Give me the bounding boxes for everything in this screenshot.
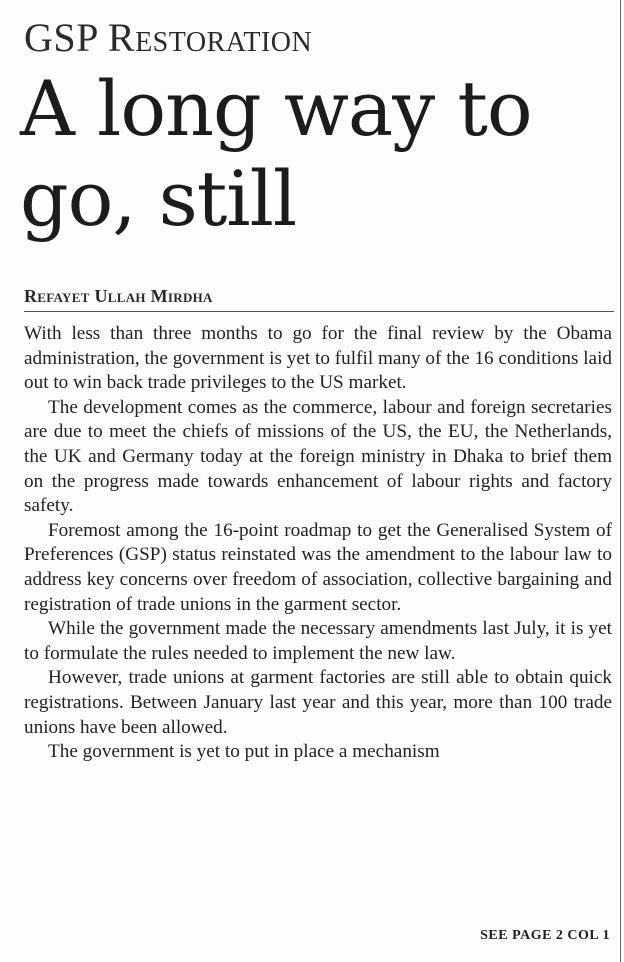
article-body: [24, 322, 612, 765]
paragraph: The development comes as the commerce, labour and foreign secretaries are due to meet the chiefs of missions of the US, the EU, the Netherlands, the UK and Germany today at the foreign ministry in Dhaka to brief them on the progress made towards enhancement of labour rights and factory safety.: [24, 396, 612, 517]
byline-rule: [24, 311, 614, 312]
paragraph: The government is yet to put in place a mechanism: [48, 741, 440, 763]
column-rule: [620, 0, 621, 962]
kicker: GSP Restoration: [24, 15, 313, 60]
headline: A long way to go, still: [20, 64, 532, 243]
paragraph: Foremost among the 16-point roadmap to get the Generalised System of Preferences (GSP) status reinstated was the amendment to the labour law to address key concerns over freedom of association, collective bargaining and registration of trade unions in the garment sector.: [24, 519, 612, 615]
byline: Refayet Ullah Mirdha: [24, 286, 213, 306]
paragraph: While the government made the necessary amendments last July, it is yet to formulate the rules needed to implement the new law.: [24, 618, 612, 664]
continuation-line: SEE PAGE 2 COL 1: [480, 928, 610, 943]
paragraph: With less than three months to go for the final review by the Obama administration, the government is yet to fulfil many of the 16 conditions laid out to win back trade privileges to the US market.: [24, 323, 612, 394]
paragraph: However, trade unions at garment factories are still able to obtain quick registrations. Between January last year and this year, more than 100 trade unions have been allowed.: [24, 667, 612, 738]
